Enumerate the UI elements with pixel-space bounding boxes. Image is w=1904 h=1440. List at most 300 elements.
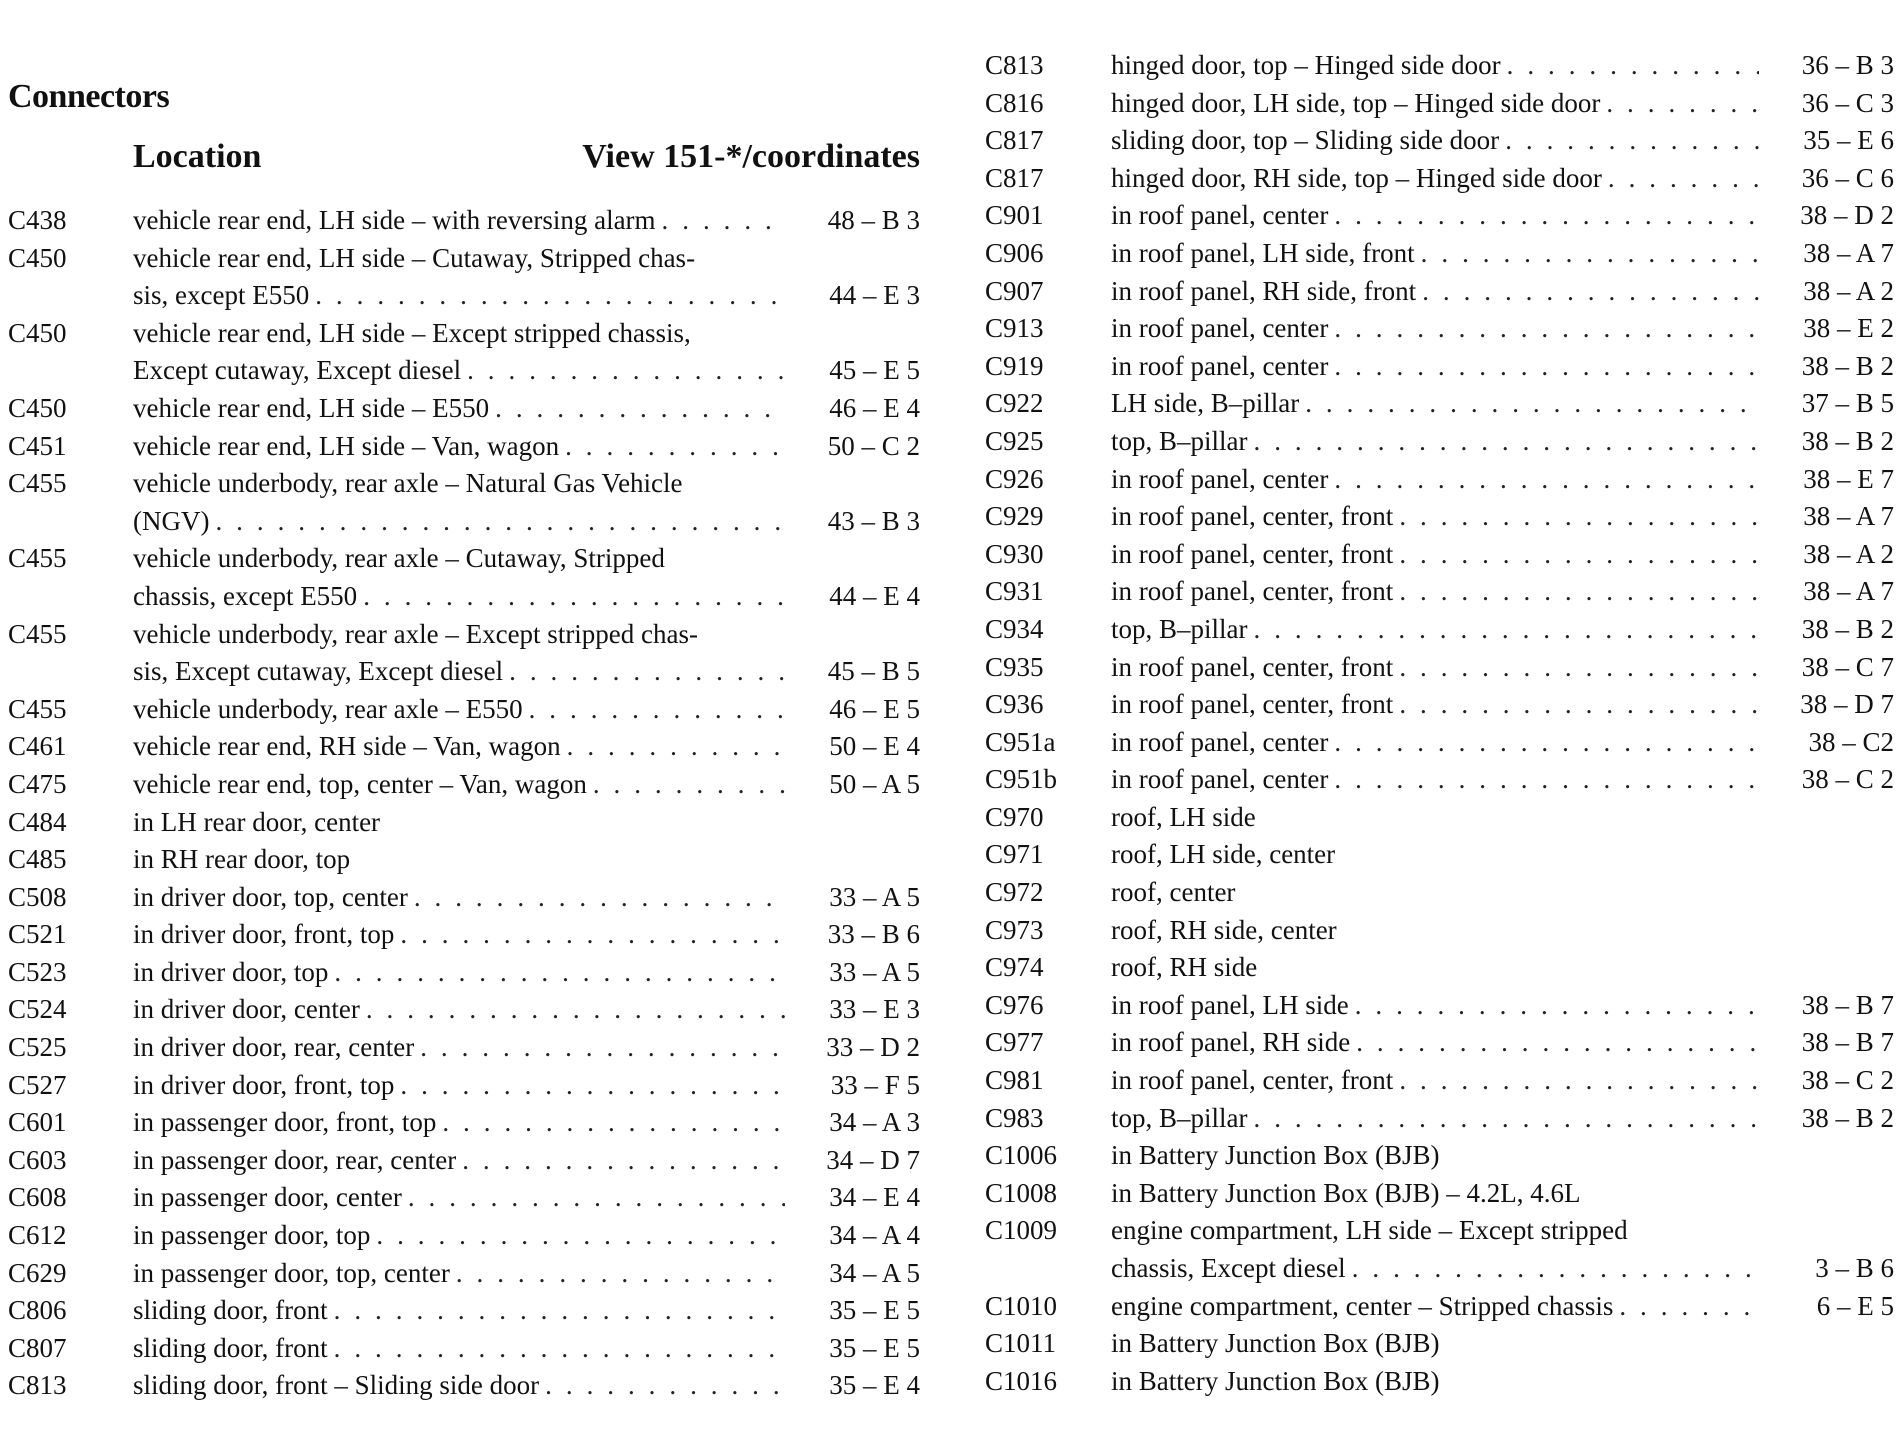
location-text: top, B–pillar [1111, 613, 1248, 644]
dot-leader [1350, 1024, 1759, 1062]
connector-location [133, 202, 785, 240]
connector-location [133, 1142, 785, 1180]
view-coordinates: 38 – C 7 [1801, 651, 1894, 682]
connector-location [1111, 85, 1759, 123]
connector-list-left-column [8, 202, 920, 1405]
view-coordinates: 33 – A 5 [829, 881, 920, 912]
connector-location [1111, 686, 1759, 724]
location-text: in roof panel, center, front [1111, 501, 1394, 532]
dot-leader [1328, 724, 1759, 762]
connector-row [8, 766, 920, 804]
connector-row [8, 954, 920, 992]
connector-row [985, 423, 1894, 461]
location-text: vehicle rear end, LH side – Cutaway, Stripped chas- [133, 242, 696, 273]
location-text: in driver door, top, center [133, 881, 408, 912]
connector-row [8, 1367, 920, 1405]
view-coordinates: 33 – F 5 [830, 1069, 920, 1100]
location-text: roof, RH side [1111, 952, 1258, 983]
connector-location [1111, 949, 1759, 987]
dot-leader [1328, 348, 1759, 386]
location-text: top, B–pillar [1111, 425, 1248, 456]
dot-leader [1499, 122, 1759, 160]
view-coordinates: 34 – A 5 [829, 1257, 920, 1288]
connector-location [133, 240, 785, 315]
view-coordinates: 44 – E 3 [829, 280, 920, 311]
view-coordinates: 34 – E 4 [829, 1182, 920, 1213]
view-coordinates: 38 – B 7 [1801, 1027, 1894, 1058]
connector-row [8, 1255, 920, 1293]
location-text: in roof panel, LH side [1111, 989, 1349, 1020]
connector-row [985, 799, 1894, 837]
location-text: in Battery Junction Box (BJB) [1111, 1365, 1440, 1396]
connector-id: C977 [985, 1027, 1044, 1058]
connector-id: C951b [985, 764, 1058, 795]
location-text: in passenger door, top, center [133, 1257, 450, 1288]
connector-location [133, 616, 785, 691]
location-text: top, B–pillar [1111, 1102, 1248, 1133]
connector-location [133, 390, 785, 428]
connector-id: C450 [8, 317, 67, 348]
location-text: in Battery Junction Box (BJB) – 4.2L, 4.6L [1111, 1177, 1581, 1208]
dot-leader [209, 503, 785, 541]
view-coordinates: 36 – C 6 [1801, 162, 1894, 193]
connector-row [8, 879, 920, 917]
connector-id: C484 [8, 806, 67, 837]
connector-id: C934 [985, 613, 1044, 644]
connector-location [1111, 649, 1759, 687]
connector-location [1111, 197, 1759, 235]
view-coordinates: 33 – D 2 [826, 1032, 920, 1063]
location-text: (NGV) [133, 505, 210, 536]
dot-leader [394, 916, 785, 954]
dot-leader [450, 1255, 785, 1293]
view-coordinates: 35 – E 5 [829, 1332, 920, 1363]
dot-leader [1248, 1100, 1760, 1138]
connector-location [133, 1104, 785, 1142]
dot-leader [1328, 197, 1759, 235]
connector-id: C523 [8, 956, 67, 987]
connector-location [133, 691, 785, 729]
location-text: sliding door, front [133, 1295, 328, 1326]
view-coordinates: 34 – D 7 [826, 1144, 920, 1175]
connector-row [985, 1288, 1894, 1326]
connector-row [985, 536, 1894, 574]
connector-location [1111, 47, 1759, 85]
connector-id: C455 [8, 693, 67, 724]
view-coordinates: 38 – C2 [1808, 726, 1894, 757]
connector-id: C807 [8, 1332, 67, 1363]
location-text: vehicle rear end, LH side – Except stripped chassis, [133, 317, 691, 348]
connector-location [133, 1292, 785, 1330]
dot-leader [1328, 461, 1759, 499]
connector-row [985, 160, 1894, 198]
connector-row [985, 1100, 1894, 1138]
connector-row [8, 540, 920, 615]
connector-id: C925 [985, 425, 1044, 456]
location-text: engine compartment, center – Stripped chassis [1111, 1290, 1614, 1321]
view-coordinates: 38 – E 2 [1803, 313, 1894, 344]
connector-location [1111, 235, 1759, 273]
location-text: sis, Except cutaway, Except diesel [133, 656, 504, 687]
connector-row [985, 197, 1894, 235]
connector-id: C455 [8, 543, 67, 574]
location-text: chassis, except E550 [133, 580, 358, 611]
view-coordinates: 38 – D 7 [1800, 689, 1894, 720]
connector-row [985, 1024, 1894, 1062]
location-text: in roof panel, center, front [1111, 1065, 1394, 1096]
connector-row [985, 1325, 1894, 1363]
view-coordinates: 38 – B 2 [1801, 613, 1894, 644]
view-coordinates: 50 – E 4 [829, 731, 920, 762]
dot-leader [1328, 310, 1759, 348]
dot-leader [328, 954, 785, 992]
connector-id: C976 [985, 989, 1044, 1020]
connector-location [133, 1029, 785, 1067]
dot-leader [408, 879, 785, 917]
connector-id: C603 [8, 1144, 67, 1175]
dot-leader [1602, 160, 1759, 198]
dot-leader [1600, 85, 1759, 123]
location-text: roof, LH side, center [1111, 839, 1336, 870]
view-coordinates: 38 – E 7 [1803, 463, 1894, 494]
connector-id: C450 [8, 242, 67, 273]
connector-id: C935 [985, 651, 1044, 682]
location-text: vehicle rear end, RH side – Van, wagon [133, 731, 561, 762]
connector-id: C508 [8, 881, 67, 912]
connector-location [133, 991, 785, 1029]
connector-id: C601 [8, 1107, 67, 1138]
dot-leader [1248, 423, 1760, 461]
connector-row [8, 1104, 920, 1142]
view-coordinates: 35 – E 6 [1803, 125, 1894, 156]
view-coordinates: 46 – E 4 [829, 392, 920, 423]
dot-leader [1248, 611, 1760, 649]
dot-leader [1349, 987, 1759, 1025]
location-text: Except cutaway, Except diesel [133, 355, 462, 386]
connector-location [133, 1217, 785, 1255]
view-coordinates: 44 – E 4 [829, 580, 920, 611]
location-text: in roof panel, center [1111, 350, 1329, 381]
view-coordinates: 38 – A 2 [1803, 538, 1894, 569]
connector-row [985, 987, 1894, 1025]
dot-leader [1393, 573, 1759, 611]
connector-location [1111, 1325, 1759, 1363]
connector-row [8, 1217, 920, 1255]
connector-id: C438 [8, 205, 67, 235]
connector-location [1111, 874, 1759, 912]
connector-id: C929 [985, 501, 1044, 532]
connector-row [8, 465, 920, 540]
location-text: in passenger door, center [133, 1182, 402, 1213]
view-coordinates: 33 – A 5 [829, 956, 920, 987]
connector-id: C971 [985, 839, 1044, 870]
connector-id: C461 [8, 731, 67, 762]
view-coordinates: 38 – A 2 [1803, 275, 1894, 306]
dot-leader [370, 1217, 785, 1255]
dot-leader [357, 578, 785, 616]
view-coordinates-column-header: View 151-*/coordinates [582, 138, 920, 175]
connector-row [8, 916, 920, 954]
dot-leader [1613, 1288, 1759, 1326]
view-coordinates: 46 – E 5 [829, 693, 920, 724]
location-text: roof, RH side, center [1111, 914, 1337, 945]
connector-id: C527 [8, 1069, 67, 1100]
view-coordinates: 38 – B 2 [1801, 425, 1894, 456]
view-coordinates: 33 – B 6 [827, 919, 920, 950]
view-coordinates: 38 – D 2 [1800, 200, 1894, 231]
connector-id: C450 [8, 392, 67, 423]
view-coordinates: 35 – E 5 [829, 1295, 920, 1326]
connector-row [985, 686, 1894, 724]
view-coordinates: 35 – E 4 [829, 1370, 920, 1401]
view-coordinates: 45 – B 5 [827, 656, 920, 687]
location-text: in roof panel, LH side, front [1111, 237, 1415, 268]
connector-row [985, 235, 1894, 273]
connector-row [8, 841, 920, 879]
connector-id: C612 [8, 1220, 67, 1251]
location-text: in roof panel, center [1111, 764, 1329, 795]
dot-leader [523, 691, 785, 729]
connector-id: C974 [985, 952, 1044, 983]
connector-id: C524 [8, 994, 67, 1025]
dot-leader [402, 1179, 785, 1217]
dot-leader [1328, 761, 1759, 799]
connector-id: C1010 [985, 1290, 1058, 1321]
view-coordinates: 38 – B 2 [1801, 350, 1894, 381]
view-coordinates: 33 – E 3 [829, 994, 920, 1025]
connector-location [1111, 1175, 1759, 1213]
connector-id: C930 [985, 538, 1044, 569]
dot-leader [1501, 47, 1759, 85]
connector-row [985, 498, 1894, 536]
view-coordinates: 34 – A 4 [829, 1220, 920, 1251]
location-text: in roof panel, RH side [1111, 1027, 1351, 1058]
connector-location [133, 804, 785, 842]
location-text: sliding door, top – Sliding side door [1111, 125, 1500, 156]
location-text: in Battery Junction Box (BJB) [1111, 1328, 1440, 1359]
location-text: LH side, B–pillar [1111, 388, 1300, 419]
connector-location [1111, 1100, 1759, 1138]
dot-leader [539, 1367, 785, 1405]
location-text: sliding door, front [133, 1332, 328, 1363]
connector-row [8, 1179, 920, 1217]
dot-leader [1299, 385, 1759, 423]
connector-location [1111, 385, 1759, 423]
connector-row [985, 949, 1894, 987]
connector-location [1111, 348, 1759, 386]
dot-leader [360, 991, 785, 1029]
connector-id: C455 [8, 468, 67, 499]
location-text: in roof panel, center [1111, 463, 1329, 494]
connector-id: C973 [985, 914, 1044, 945]
connector-row [8, 315, 920, 390]
view-coordinates: 37 – B 5 [1801, 388, 1894, 419]
dot-leader [1393, 498, 1759, 536]
connector-location [1111, 536, 1759, 574]
connector-location [1111, 1024, 1759, 1062]
connector-row [8, 1067, 920, 1105]
connector-location [133, 916, 785, 954]
dot-leader [503, 653, 785, 691]
connector-location [1111, 1137, 1759, 1175]
dot-leader [1415, 235, 1759, 273]
connector-location [133, 315, 785, 390]
connector-row [8, 390, 920, 428]
location-text: in driver door, front, top [133, 1069, 395, 1100]
dot-leader [561, 728, 785, 766]
connector-location [133, 728, 785, 766]
connector-row [8, 991, 920, 1029]
connector-id: C813 [985, 50, 1044, 80]
connector-id: C913 [985, 313, 1044, 344]
view-coordinates: 38 – B 2 [1801, 1102, 1894, 1133]
connector-row [985, 912, 1894, 950]
dot-leader [328, 1330, 785, 1368]
view-coordinates: 6 – E 5 [1816, 1290, 1894, 1321]
connector-row [985, 874, 1894, 912]
connector-location [133, 1367, 785, 1405]
connector-location [133, 1330, 785, 1368]
connector-row [985, 310, 1894, 348]
connector-id: C455 [8, 618, 67, 649]
location-text: in roof panel, center, front [1111, 689, 1394, 720]
connector-row [985, 611, 1894, 649]
location-text: in driver door, top [133, 956, 329, 987]
connector-location [133, 428, 785, 466]
connector-row [8, 428, 920, 466]
connector-location [1111, 987, 1759, 1025]
connector-id: C485 [8, 844, 67, 875]
connector-location [133, 1067, 785, 1105]
connector-row [8, 1292, 920, 1330]
location-text: in passenger door, top [133, 1220, 371, 1251]
view-coordinates: 38 – C 2 [1801, 764, 1894, 795]
location-text: in roof panel, center, front [1111, 576, 1394, 607]
connector-id: C1006 [985, 1140, 1058, 1171]
connector-list-right-column [985, 47, 1894, 1400]
connector-location [1111, 912, 1759, 950]
location-text: sis, except E550 [133, 280, 310, 311]
connector-id: C475 [8, 768, 67, 799]
location-text: chassis, Except diesel [1111, 1253, 1346, 1283]
connector-location [133, 540, 785, 615]
connector-id: C922 [985, 388, 1044, 419]
connector-location [1111, 498, 1759, 536]
connector-row [8, 202, 920, 240]
view-coordinates: 45 – E 5 [829, 355, 920, 386]
view-coordinates: 48 – B 3 [827, 205, 920, 235]
dot-leader [1393, 686, 1759, 724]
connector-id: C1008 [985, 1177, 1058, 1208]
location-text: in passenger door, front, top [133, 1107, 437, 1138]
location-text: vehicle underbody, rear axle – E550 [133, 693, 523, 724]
connector-location [1111, 611, 1759, 649]
connector-row [8, 240, 920, 315]
connector-location [133, 465, 785, 540]
location-text: engine compartment, LH side – Except stripped [1111, 1215, 1628, 1246]
location-text: in roof panel, center, front [1111, 651, 1394, 682]
location-column-header: Location [133, 138, 262, 175]
connector-row [985, 461, 1894, 499]
connector-id: C936 [985, 689, 1044, 720]
connector-id: C1016 [985, 1365, 1058, 1396]
connector-location [1111, 160, 1759, 198]
location-text: in roof panel, center [1111, 313, 1329, 344]
connector-location [1111, 724, 1759, 762]
location-text: in driver door, front, top [133, 919, 395, 950]
connector-row [8, 691, 920, 729]
location-text: in driver door, rear, center [133, 1032, 415, 1063]
location-text: in driver door, center [133, 994, 360, 1025]
connector-row [8, 804, 920, 842]
connector-id: C983 [985, 1102, 1044, 1133]
view-coordinates: 50 – C 2 [827, 430, 920, 461]
dot-leader [456, 1142, 785, 1180]
location-text: in roof panel, center, front [1111, 538, 1394, 569]
connector-id: C972 [985, 877, 1044, 908]
location-text: in roof panel, center [1111, 200, 1329, 231]
view-coordinates: 38 – B 7 [1801, 989, 1894, 1020]
dot-leader [1393, 649, 1759, 687]
location-text: vehicle underbody, rear axle – Except stripped chas- [133, 618, 699, 649]
location-text: hinged door, top – Hinged side door [1111, 50, 1501, 80]
dot-leader [414, 1029, 785, 1067]
connector-id: C919 [985, 350, 1044, 381]
connector-location [133, 879, 785, 917]
connector-id: C813 [8, 1370, 67, 1401]
connector-id: C951a [985, 726, 1056, 757]
connector-id: C931 [985, 576, 1044, 607]
location-text: in LH rear door, center [133, 806, 381, 837]
connector-row [985, 273, 1894, 311]
view-coordinates: 34 – A 3 [829, 1107, 920, 1138]
location-text: sliding door, front – Sliding side door [133, 1370, 540, 1401]
location-text: in RH rear door, top [133, 844, 351, 875]
connector-id: C907 [985, 275, 1044, 306]
connector-row [985, 1062, 1894, 1100]
dot-leader [309, 277, 785, 315]
connector-row [985, 1137, 1894, 1175]
view-coordinates: 36 – C 3 [1801, 87, 1894, 118]
location-text: in Battery Junction Box (BJB) [1111, 1140, 1440, 1171]
connector-row [985, 724, 1894, 762]
dot-leader [1416, 273, 1759, 311]
connector-id: C629 [8, 1257, 67, 1288]
dot-leader [656, 202, 785, 240]
location-text: in passenger door, rear, center [133, 1144, 457, 1175]
connector-row [985, 573, 1894, 611]
connector-location [133, 766, 785, 804]
connector-row [985, 85, 1894, 123]
connector-row [985, 47, 1894, 85]
connector-location [1111, 122, 1759, 160]
connector-location [1111, 423, 1759, 461]
view-coordinates: 43 – B 3 [827, 505, 920, 536]
connector-id: C906 [985, 237, 1044, 268]
connector-location [1111, 1062, 1759, 1100]
connector-id: C901 [985, 200, 1044, 231]
connector-row [8, 616, 920, 691]
connector-id: C817 [985, 125, 1044, 156]
view-coordinates: 50 – A 5 [829, 768, 920, 799]
connector-location [1111, 273, 1759, 311]
connector-id: C806 [8, 1295, 67, 1326]
location-text: roof, center [1111, 877, 1236, 908]
connector-location [1111, 1288, 1759, 1326]
location-text: vehicle underbody, rear axle – Natural Gas Vehicle [133, 468, 683, 499]
connector-id: C981 [985, 1065, 1044, 1096]
connector-id: C1011 [985, 1328, 1057, 1359]
